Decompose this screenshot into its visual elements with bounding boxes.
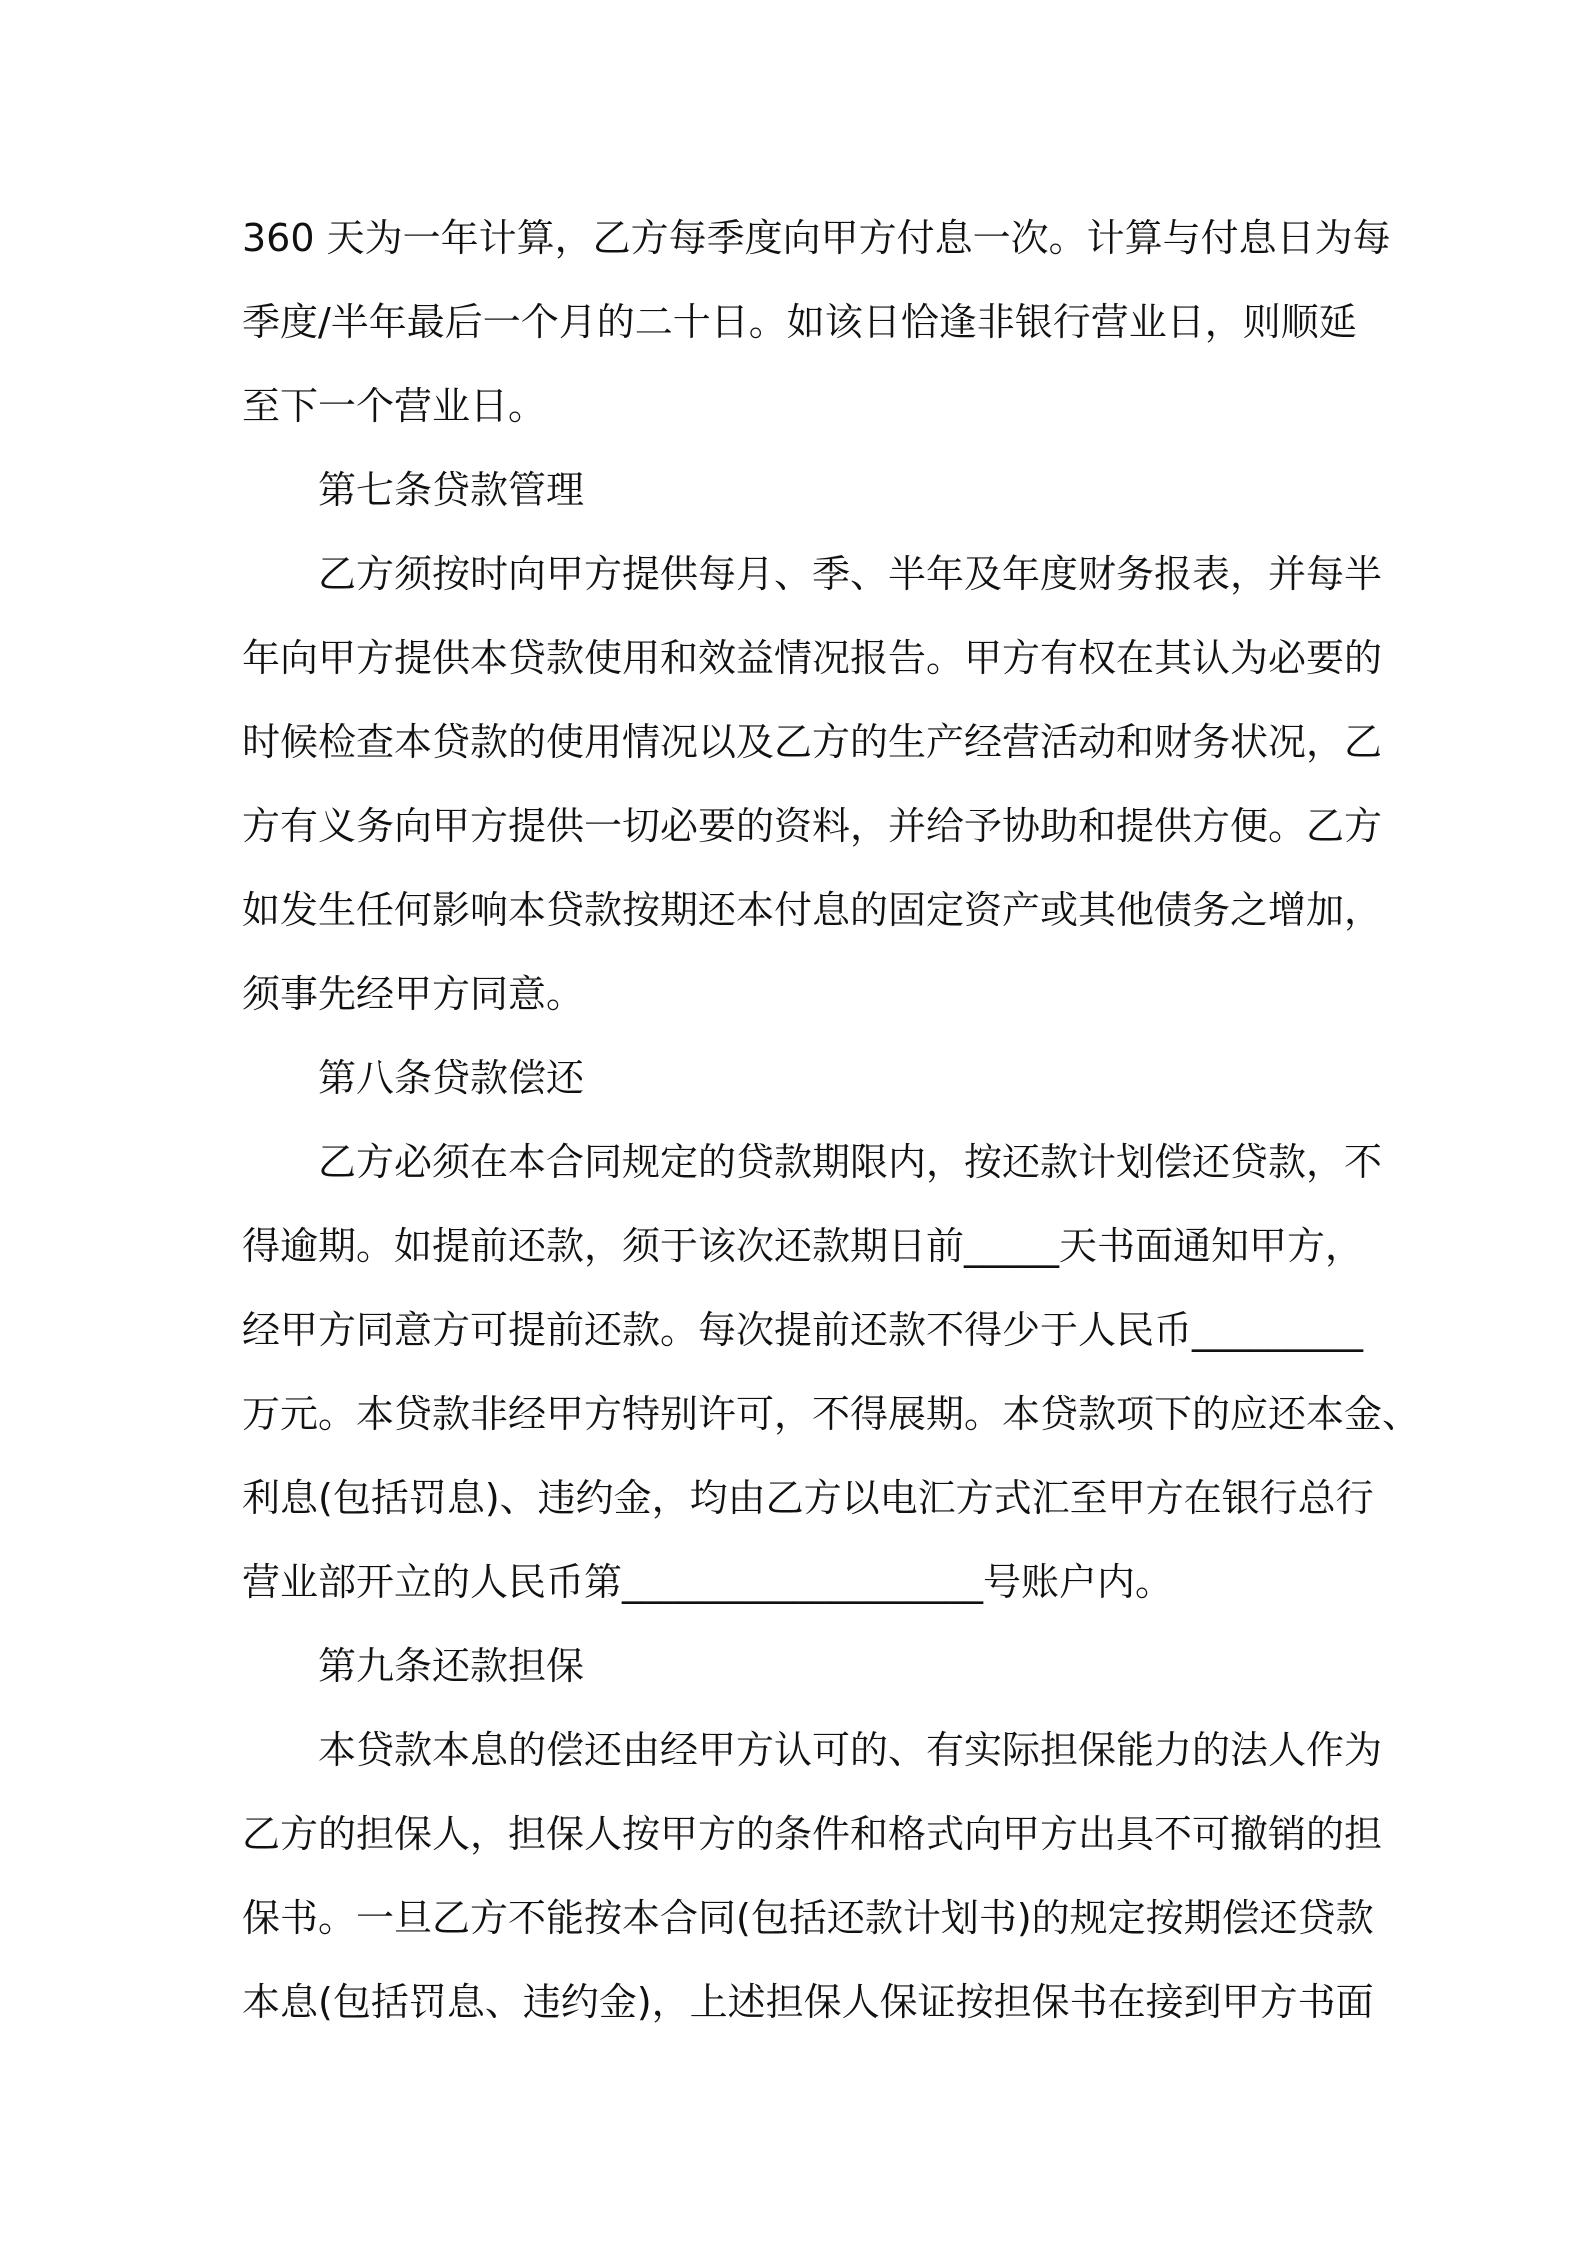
text-line: 至下一个营业日。 bbox=[242, 384, 547, 428]
text-line: 乙方须按时向甲方提供每月、季、半年及年度财务报表，并每半 bbox=[318, 552, 1383, 596]
text-line: 如发生任何影响本贷款按期还本付息的固定资产或其他债务之增加， bbox=[242, 888, 1383, 932]
text-line: 360 天为一年计算，乙方每季度向甲方付息一次。计算与付息日为每 bbox=[242, 216, 1391, 260]
text-line: 利息(包括罚息)、违约金，均由乙方以电汇方式汇至甲方在银行总行 bbox=[242, 1476, 1374, 1520]
text-line: 季度/半年最后一个月的二十日。如该日恰逢非银行营业日，则顺延 bbox=[242, 300, 1357, 344]
text-line: 保书。一旦乙方不能按本合同(包括还款计划书)的规定按期偿还贷款 bbox=[242, 1896, 1374, 1940]
text-line: 方有义务向甲方提供一切必要的资料，并给予协助和提供方便。乙方 bbox=[242, 804, 1383, 848]
text-line: 本贷款本息的偿还由经甲方认可的、有实际担保能力的法人作为 bbox=[318, 1728, 1383, 1772]
text-line: 年向甲方提供本贷款使用和效益情况报告。甲方有权在其认为必要的 bbox=[242, 636, 1383, 680]
text-line: 得逾期。如提前还款，须于该次还款期日前_____天书面通知甲方， bbox=[242, 1224, 1364, 1268]
section-heading-article-7: 第七条贷款管理 bbox=[318, 468, 585, 512]
text-line: 须事先经甲方同意。 bbox=[242, 972, 585, 1016]
text-line: 万元。本贷款非经甲方特别许可，不得展期。本贷款项下的应还本金、 bbox=[242, 1392, 1421, 1436]
text-line: 乙方必须在本合同规定的贷款期限内，按还款计划偿还贷款，不 bbox=[318, 1140, 1383, 1184]
text-line: 乙方的担保人，担保人按甲方的条件和格式向甲方出具不可撤销的担 bbox=[242, 1812, 1383, 1856]
text-line: 营业部开立的人民币第___________________号账户内。 bbox=[242, 1560, 1174, 1604]
text-line: 经甲方同意方可提前还款。每次提前还款不得少于人民币_________ bbox=[242, 1308, 1364, 1352]
text-line: 时候检查本贷款的使用情况以及乙方的生产经营活动和财务状况，乙 bbox=[242, 720, 1383, 764]
text-line: 本息(包括罚息、违约金)，上述担保人保证按担保书在接到甲方书面 bbox=[242, 1980, 1374, 2024]
section-heading-article-8: 第八条贷款偿还 bbox=[318, 1056, 585, 1100]
section-heading-article-9: 第九条还款担保 bbox=[318, 1644, 585, 1688]
contract-text bbox=[242, 196, 1421, 2044]
